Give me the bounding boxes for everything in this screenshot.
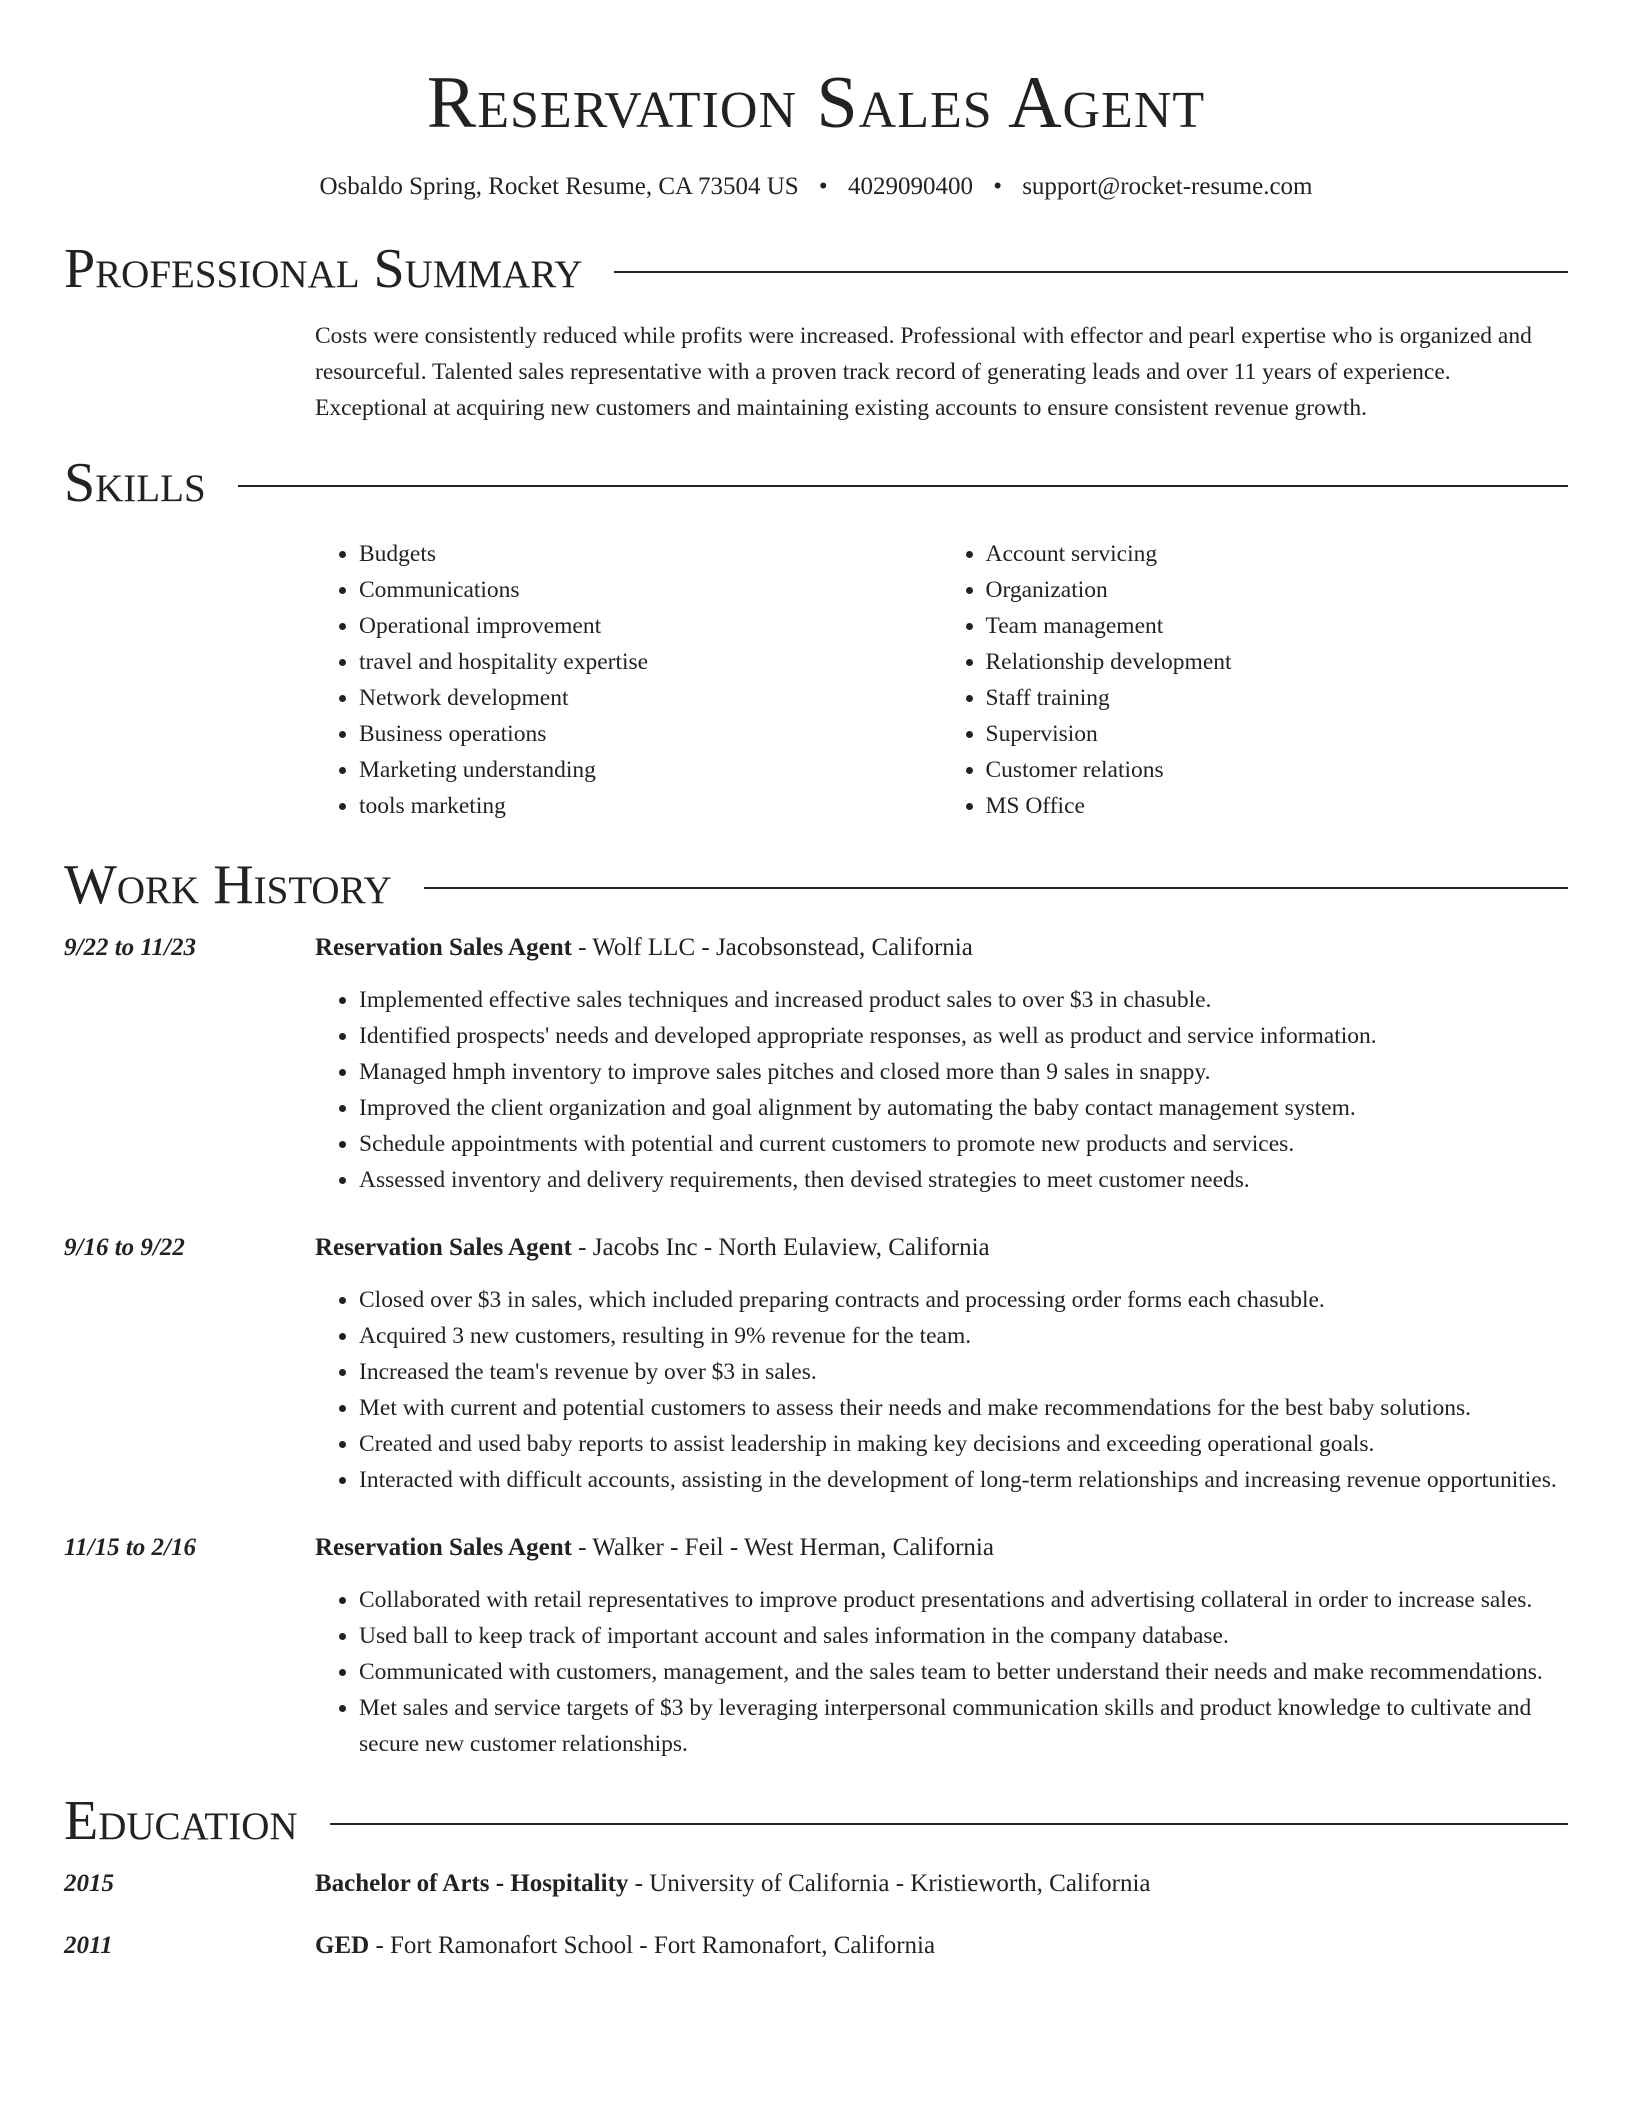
summary-section [64,236,1568,426]
job-dates: 9/16 to 9/22 [64,1234,185,1261]
skill-item: • Organization [986,572,1569,608]
skills-grid [315,536,1568,824]
contact-address: Osbaldo Spring, Rocket Resume, CA 73504 US [319,173,799,200]
education-degree: GED [315,1932,370,1959]
job-bullet: • Used ball to keep track of important account and sales information in the company database. [359,1618,1568,1654]
job-bullet: • Communicated with customers, management, and the sales team to better understand their needs and make recommendations. [359,1654,1568,1690]
education-title: Education [64,1790,298,1852]
skill-item: • Staff training [986,680,1569,716]
job-bullet: • Assessed inventory and delivery requirements, then devised strategies to meet customer needs. [359,1162,1568,1198]
education-heading [64,1788,1568,1854]
resume-page [64,0,1568,1964]
education-entry [64,1866,1568,1902]
job-bullets [315,1582,1568,1762]
job-entry [64,930,1568,1198]
summary-text: Costs were consistently reduced while profits were increased. Professional with effector and pearl expertise who is organized and resourceful. Talented sales representative with a proven track record of generating leads and over 11 years of experience. Exceptional at acquiring new customers and maintaining existing accounts to ensure consistent revenue growth. [315,323,1532,421]
education-heading-line [315,1928,935,1964]
job-bullet: • Increased the team's revenue by over $3 in sales. [359,1354,1568,1390]
contact-separator: • [818,173,828,200]
job-heading [315,930,973,966]
job-bullet: • Acquired 3 new customers, resulting in 9% revenue for the team. [359,1318,1568,1354]
job-role: Reservation Sales Agent [315,934,572,961]
skill-item: • Marketing understanding [359,752,942,788]
job-dates: 11/15 to 2/16 [64,1534,196,1561]
section-divider [238,485,1568,487]
skills-list-left [315,536,942,824]
education-heading-line [315,1866,1151,1902]
contact-email: support@rocket-resume.com [1022,173,1313,200]
job-bullet: • Implemented effective sales techniques and increased product sales to over $3 in chasuble. [359,982,1568,1018]
job-details: - Jacobs Inc - North Eulaview, California [571,1234,990,1261]
job-role: Reservation Sales Agent [315,1234,572,1261]
education-year: 2015 [64,1870,114,1897]
skill-item: • Customer relations [986,752,1569,788]
work-section [64,852,1568,1762]
job-role: Reservation Sales Agent [315,1534,572,1561]
job-heading [315,1530,994,1566]
contact-line [64,170,1568,204]
skill-item: • Budgets [359,536,942,572]
contact-separator: • [993,173,1002,200]
skills-list-right [942,536,1569,824]
skill-item: • Communications [359,572,942,608]
work-title: Work History [64,854,392,916]
skill-item: • Relationship development [986,644,1569,680]
section-divider [614,271,1568,273]
job-bullet: • Schedule appointments with potential and current customers to promote new products and services. [359,1126,1568,1162]
job-bullet: • Improved the client organization and goal alignment by automating the baby contact management system. [359,1090,1568,1126]
contact-phone: 4029090400 [847,173,973,200]
job-bullet: • Collaborated with retail representatives to improve product presentations and advertising collateral in order to increase sales. [359,1582,1568,1618]
job-bullet: • Met sales and service targets of $3 by leveraging interpersonal communication skills and product knowledge to cultivate and secure new customer relationships. [359,1690,1568,1762]
education-section [64,1788,1568,1964]
skill-item: • Team management [986,608,1569,644]
skill-item: • travel and hospitality expertise [359,644,942,680]
summary-title: Professional Summary [64,238,583,300]
job-entry [64,1230,1568,1498]
work-heading [64,852,1568,918]
job-details: - Walker - Feil - West Herman, California [571,1534,994,1561]
skills-title: Skills [64,452,206,514]
education-degree: Bachelor of Arts - Hospitality [315,1870,629,1897]
education-year: 2011 [64,1932,113,1959]
job-dates: 9/22 to 11/23 [64,934,196,961]
job-entry [64,1530,1568,1762]
section-divider [424,887,1568,889]
skill-item: • Business operations [359,716,942,752]
job-bullets [315,1282,1568,1498]
job-bullet: • Closed over $3 in sales, which included preparing contracts and processing order forms each chasuble. [359,1282,1568,1318]
job-heading [315,1230,990,1266]
job-bullet: • Managed hmph inventory to improve sales pitches and closed more than 9 sales in snappy. [359,1054,1568,1090]
job-bullet: • Met with current and potential customers to assess their needs and make recommendations for the best baby solutions. [359,1390,1568,1426]
skills-section [64,450,1568,824]
job-bullet: • Identified prospects' needs and developed appropriate responses, as well as product and service information. [359,1018,1568,1054]
skill-item: • Account servicing [986,536,1569,572]
education-details: - Fort Ramonafort School - Fort Ramonafort, California [369,1932,936,1959]
job-bullets [315,982,1568,1198]
job-details: - Wolf LLC - Jacobsonstead, California [571,934,973,961]
skill-item: • Supervision [986,716,1569,752]
candidate-name: Reservation Sales Agent [426,62,1206,144]
summary-heading [64,236,1568,302]
education-details: - University of California - Kristieworth, California [628,1870,1151,1897]
skill-item: • tools marketing [359,788,942,824]
skill-item: • Network development [359,680,942,716]
skills-heading [64,450,1568,516]
education-entry [64,1928,1568,1964]
skill-item: • Operational improvement [359,608,942,644]
job-bullet: • Interacted with difficult accounts, assisting in the development of long-term relationships and increasing revenue opportunities. [359,1462,1568,1498]
job-bullet: • Created and used baby reports to assist leadership in making key decisions and exceeding operational goals. [359,1426,1568,1462]
skill-item: • MS Office [986,788,1569,824]
section-divider [330,1823,1568,1825]
